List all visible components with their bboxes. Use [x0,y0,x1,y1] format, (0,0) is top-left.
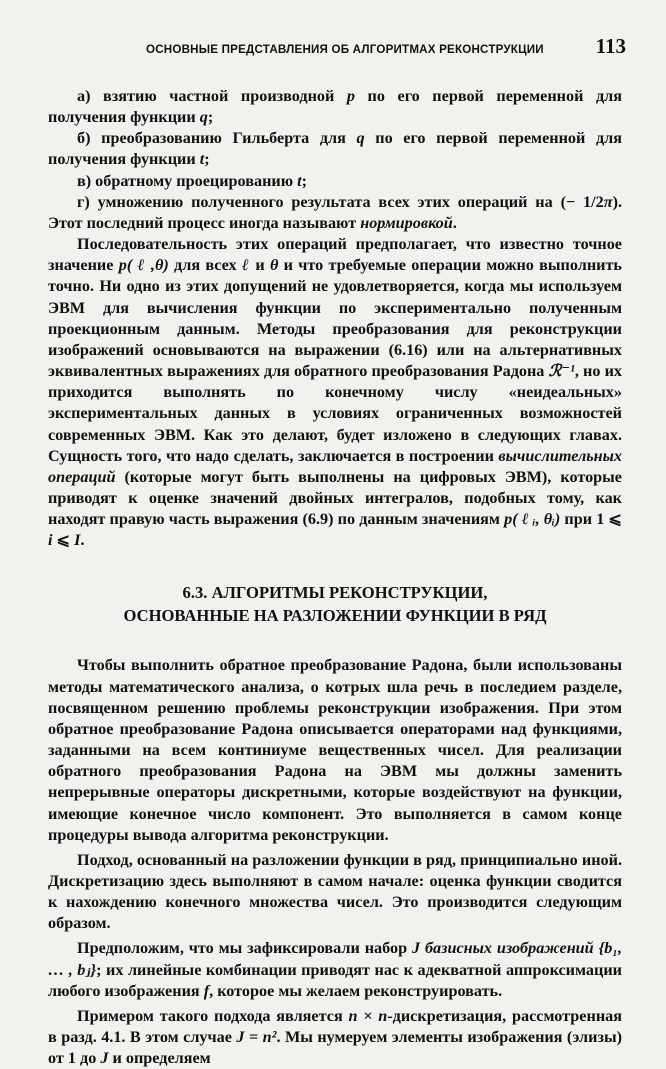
paragraph-e: Последовательность этих операций предполагает, что известно точное значение p( ℓ ,θ) для всех ℓ и θ и что требуемые операции можно выполнить точно. Ни одно из этих допущений не удовлетворяется, когда мы используем ЭВМ для вычисления функции по экспериментально полученным проекционным данным. Методы преобразования для реконструкции изображений основываются на выражении (6.16) или на альтернативных эквивалентных выражениях для обратного преобразования Радона ℛ⁻¹, но их приходится выполнять по конечному числу «неидеальных» экспериментальных данных в условиях ограниченных возможностей современных ЭВМ. Как это делают, будет изложено в следующих главах. Сущность того, что надо сделать, заключается в построении вычислительных операций (которые могут быть выполнены на цифровых ЭВМ), которые приводят к оценке значений двойных интегралов, подобных тому, как находят правую часть выражения (6.9) по данным значениям p( ℓ ᵢ, θᵢ) при 1 ⩽ i ⩽ I. [48,235,622,550]
paragraph-c: в) обратному проецированию t; [77,171,308,190]
running-head [48,34,626,64]
section-heading-line-2: ОСНОВАННЫЕ НА РАЗЛОЖЕНИИ ФУНКЦИИ В РЯД [123,606,547,626]
term-normirovka: нормировкой [360,213,453,232]
paragraph-i: Примером такого подхода является n × n-дискретизация, рассмотренная в разд. 4.1. В этом случае J = n². Мы нумеруем элементы изображения (элизы) от 1 до J и определяем [48,1006,622,1068]
paragraph-f: Чтобы выполнить обратное преобразование Радона, были использованы методы математического анализа, о котрых шла речь в последием разделе, посвященном решению проблемы реконструкции изображения. При этом обратное преобразование Радона описывается операторами над функциями, заданными на всем континиуме вещественных чисел. Для реализации обратного преобразования Радона на ЭВМ мы должны заменить непрерывные операторы дискретными, которые воздействуют на функции, имеющие конечное число компонент. Это выполняется в самом конце процедуры вывода алгоритма реконструкции. [48,656,622,844]
paragraph-d: г) умножению полученного результата всех этих операций на (− 1/2π). Этот последний процесс иногда называют нормировкой. [48,192,622,232]
term-computational-operations: вычислительных операций [48,446,622,486]
paragraph-h: Предположим, что мы зафиксировали набор J базисных изображений {b₁, … , bⱼ}; их линейные комбинации приводят нас к адекватной аппроксимации любого изображения f, которое мы желаем реконструировать. [48,939,622,1000]
radon-inverse-symbol: ℛ⁻¹ [548,362,575,381]
section-heading-line-1: 6.3. АЛГОРИТМЫ РЕКОНСТРУКЦИИ, [182,583,488,603]
section-heading [48,581,622,627]
term-basis-images: базисных изображений [420,939,594,958]
page-number: 113 [595,34,626,58]
paragraph-a: а) взятию частной производной p по его первой переменной для получения функции q; [48,87,622,127]
paragraph-b: б) преобразованию Гильберта для q по его первой переменной для получения функции t; [48,129,622,169]
running-title: ОСНОВНЫЕ ПРЕДСТАВЛЕНИЯ ОБ АЛГОРИТМАХ РЕКОНСТРУКЦИИ [146,43,544,56]
paragraph-g: Подход, основанный на разложении функции в ряд, принципиально иной. Дискретизацию здесь выполняют в самом начале: оценка функции сводится к нахождению конечного множества чисел. Это производится следующим образом. [48,850,622,933]
page-body [48,86,622,1069]
